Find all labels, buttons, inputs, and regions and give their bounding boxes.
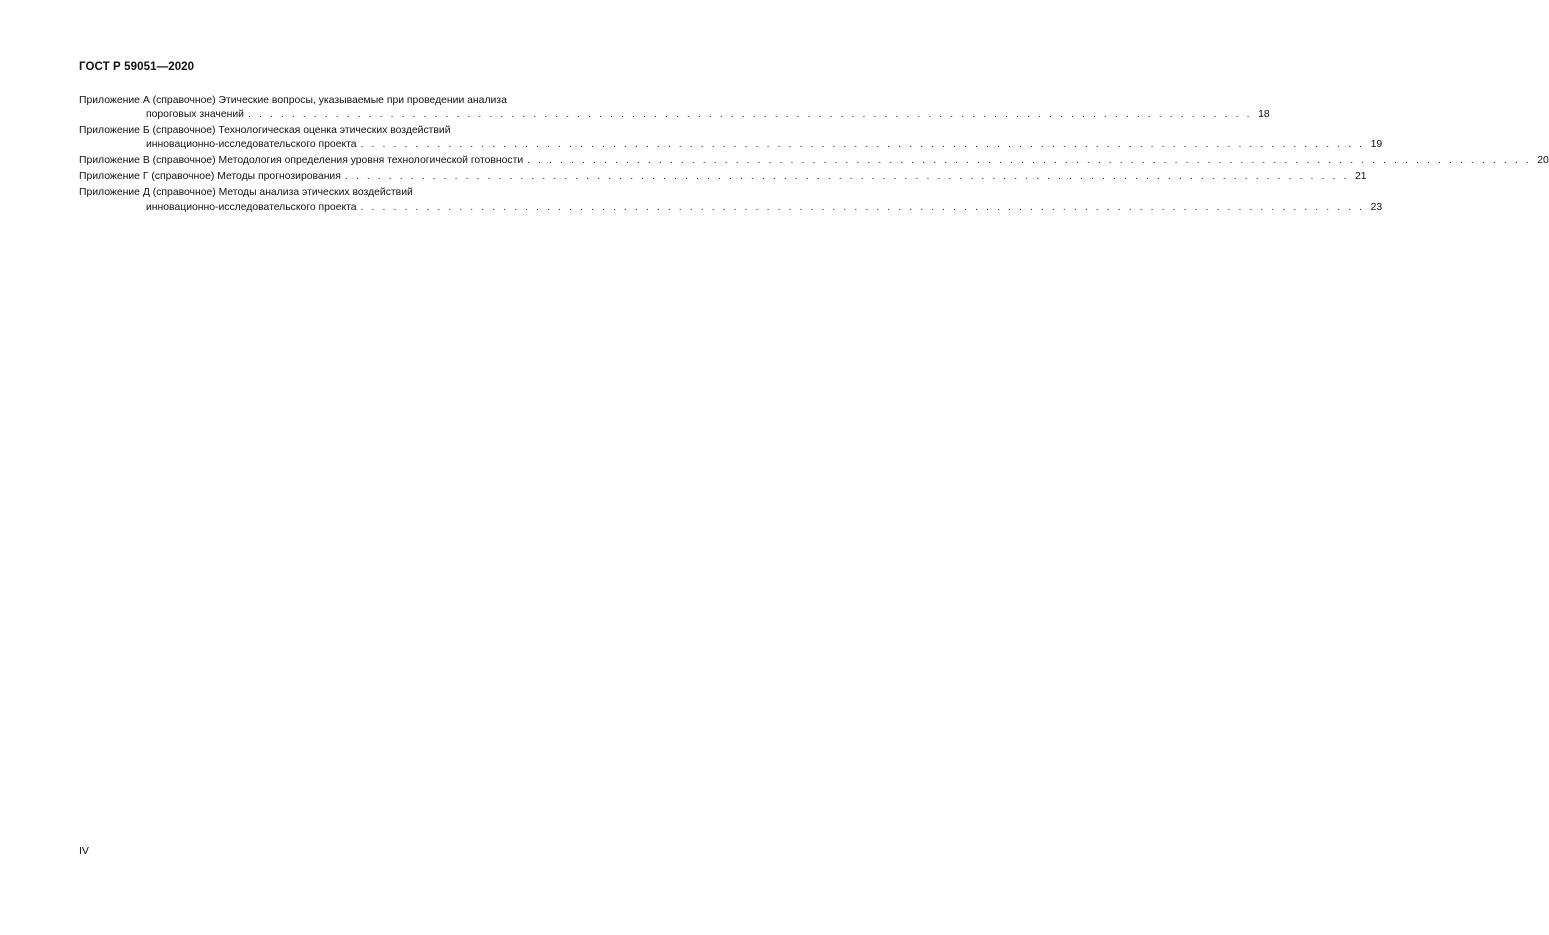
leader-dots: . . . . . . . . . . . . . . . . . . . . . . . . . . . . . . . . . . . . . . . . . . . . . . . . . . . . . . . . . . . . . . . . . . . . . . . . . . . . . . . . . . . . . . . . . . . . xyxy=(360,201,1365,213)
toc-entry-title-continuation: инновационно-исследовательского проекта xyxy=(146,139,357,151)
toc-page-number: 23 xyxy=(1370,201,1383,213)
toc-entry-title: Приложение Г (справочное) Методы прогнозирования xyxy=(79,171,341,183)
leader-dots: . . . . . . . . . . . . . . . . . . . . . . . . . . . . . . . . . . . . . . . . . . . . . . . . . . . . . . . . . . . . . . . . . . . . . . . . . . . . . . . . . . . . . . . . . . . . xyxy=(247,109,1253,121)
table-of-contents xyxy=(79,94,1549,217)
toc-entry-appendix-a[interactable] xyxy=(79,94,1270,122)
leader-dots: . . . . . . . . . . . . . . . . . . . . . . . . . . . . . . . . . . . . . . . . . . . . . . . . . . . . . . . . . . . . . . . . . . . . . . . . . . . . . . . . . . . . . . . . . . . . xyxy=(360,139,1365,151)
toc-page-number: 20 xyxy=(1537,155,1549,167)
toc-entry-title: Приложение Б (справочное) Технологическая оценка этических воздействий xyxy=(79,125,451,137)
toc-entry-title: Приложение В (справочное) Методология определения уровня технологической готовности xyxy=(79,155,524,167)
standard-designation: ГОСТ Р 59051—2020 xyxy=(79,61,195,73)
page-number: IV xyxy=(79,845,89,857)
toc-page-number: 21 xyxy=(1354,171,1367,183)
toc-entry-title: Приложение Д (справочное) Методы анализа этических воздействий xyxy=(79,187,413,199)
toc-entry-appendix-b[interactable] xyxy=(79,124,1383,152)
toc-entry-title-continuation: пороговых значений xyxy=(146,109,244,121)
toc-entry-appendix-d[interactable] xyxy=(79,186,1383,214)
toc-page-number: 19 xyxy=(1370,139,1383,151)
toc-entry-title-continuation: инновационно-исследовательского проекта xyxy=(146,201,357,213)
leader-dots: . . . . . . . . . . . . . . . . . . . . . . . . . . . . . . . . . . . . . . . . . . . . . . . . . . . . . . . . . . . . . . . . . . . . . . . . . . . . . . . . . . . . . . . . . . . . xyxy=(344,171,1349,183)
toc-entry-appendix-v[interactable] xyxy=(79,154,1549,168)
toc-page-number: 18 xyxy=(1258,109,1270,121)
leader-dots: . . . . . . . . . . . . . . . . . . . . . . . . . . . . . . . . . . . . . . . . . . . . . . . . . . . . . . . . . . . . . . . . . . . . . . . . . . . . . . . . . . . . . . . . . . . . xyxy=(527,155,1532,167)
toc-entry-title: Приложение А (справочное) Этические вопросы, указываемые при проведении анализа xyxy=(79,95,507,106)
toc-entry-appendix-g[interactable] xyxy=(79,170,1367,184)
